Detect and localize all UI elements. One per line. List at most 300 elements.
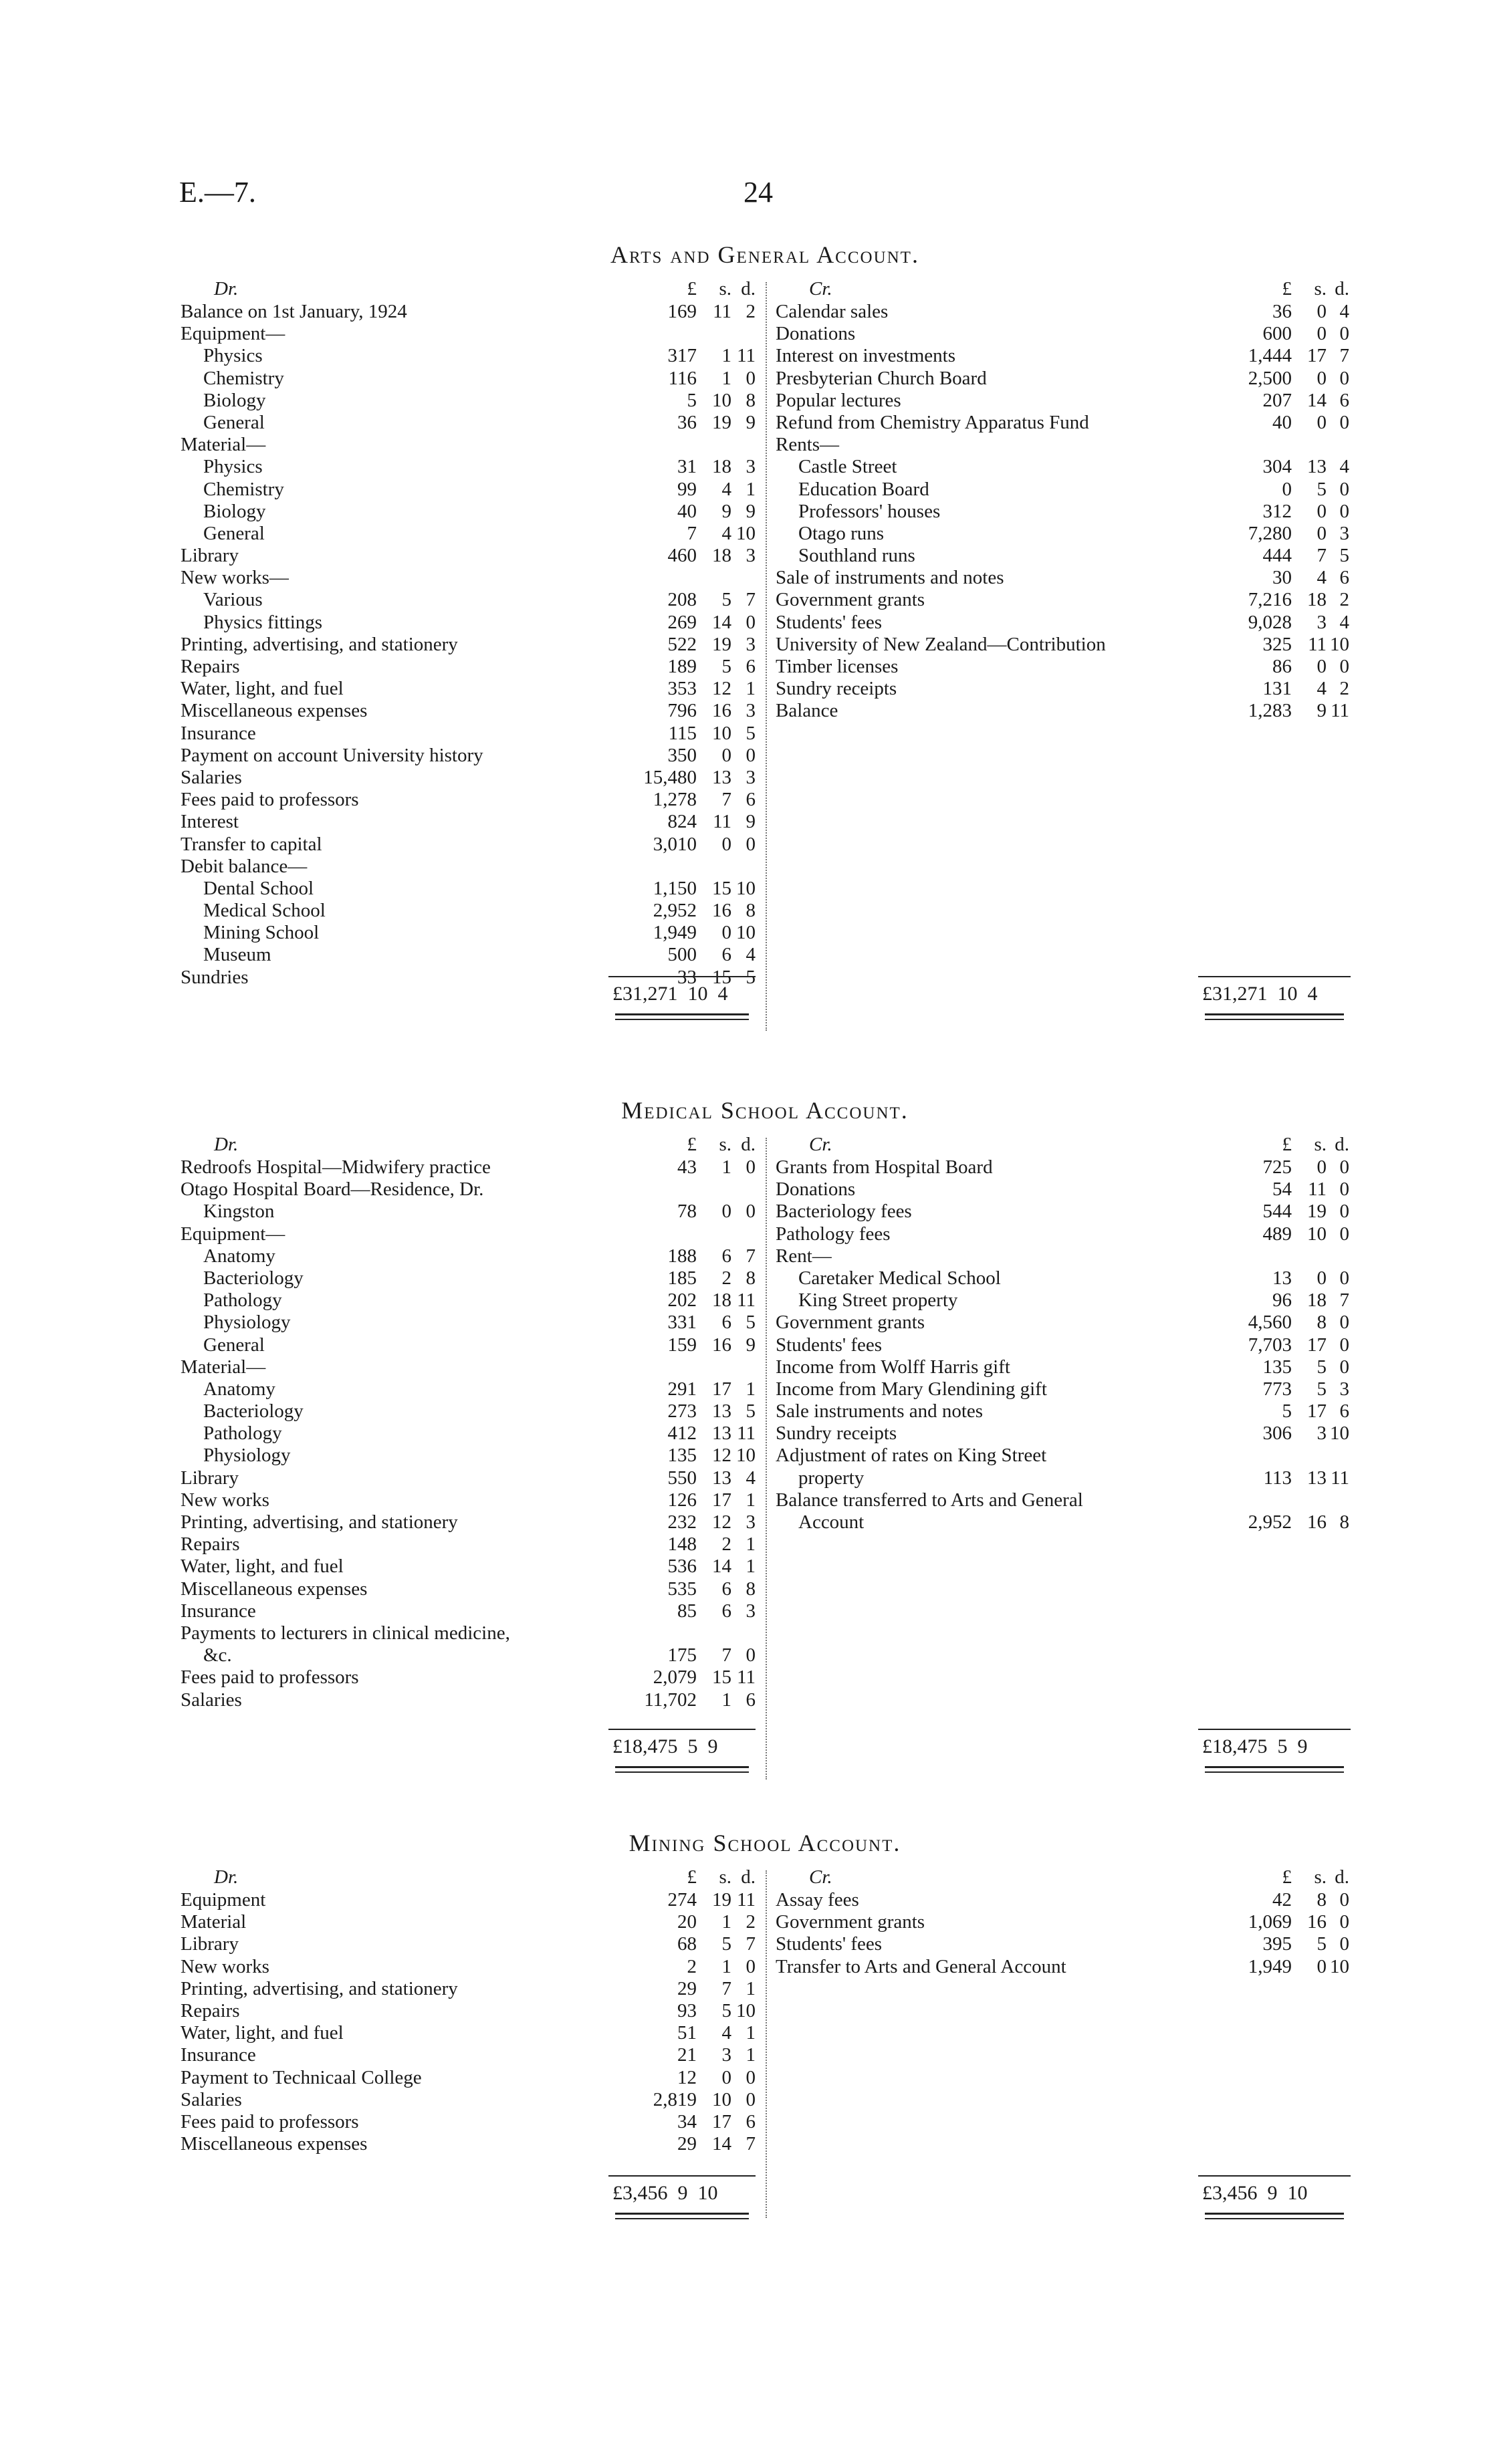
row-label: Material— — [181, 1356, 266, 1378]
amount-pence: 8 — [746, 389, 756, 411]
row-label: Transfer to Arts and General Account — [776, 1955, 1066, 1977]
ledger-row — [776, 1201, 1349, 1223]
amount-pence: 0 — [746, 1955, 756, 1977]
row-label: Printing, advertising, and stationery — [181, 633, 458, 655]
amount-pence: 8 — [746, 1267, 756, 1289]
amount-pence: 0 — [746, 1201, 756, 1223]
amount-shillings: 11 — [713, 301, 731, 322]
amount-pence: 5 — [1339, 545, 1349, 567]
ledger-row — [181, 545, 756, 567]
total-rule — [608, 2175, 756, 2177]
amount-pounds: 304 — [1262, 456, 1292, 478]
amount-shillings: 1 — [721, 367, 731, 389]
amount-shillings: 0 — [1317, 500, 1327, 522]
row-label: Sundries — [181, 966, 249, 988]
arts-general-account — [181, 241, 1349, 1043]
ledger-row — [776, 612, 1349, 634]
amount-shillings: 14 — [712, 2133, 731, 2155]
total-double-rule — [1205, 1013, 1344, 1020]
amount-pounds: 544 — [1262, 1201, 1292, 1223]
ledger-row — [776, 1889, 1349, 1911]
amount-pence: 3 — [746, 1600, 756, 1622]
row-label: Rents— — [776, 434, 840, 456]
amount-pence: 6 — [1339, 389, 1349, 411]
amount-shillings: 7 — [721, 1644, 731, 1667]
amount-pounds: 536 — [667, 1556, 697, 1578]
row-label: Sundry receipts — [776, 678, 897, 700]
amount-pence: 7 — [746, 1933, 756, 1955]
row-label: Library — [181, 1467, 239, 1489]
amount-shillings: 15 — [712, 1667, 731, 1689]
currency-heading: s. — [1314, 278, 1327, 299]
ledger-row — [776, 1245, 1349, 1267]
amount-pence: 7 — [1339, 1289, 1349, 1312]
cr-label: Cr. — [809, 1134, 832, 1155]
amount-pounds: 11,702 — [644, 1689, 697, 1711]
ledger-row — [181, 2089, 756, 2111]
ledger-row — [776, 501, 1349, 523]
row-label: Repairs — [181, 1533, 240, 1556]
amount-shillings: 3 — [1317, 611, 1327, 633]
amount-pence: 0 — [1339, 1156, 1349, 1178]
amount-pence: 2 — [1339, 678, 1349, 700]
amount-pounds: 169 — [667, 301, 697, 322]
row-label: Miscellaneous expenses — [181, 2133, 368, 2155]
account-total: £31,271 10 4 — [1202, 983, 1318, 1005]
amount-pence: 1 — [746, 678, 756, 700]
amount-shillings: 13 — [1307, 1467, 1327, 1489]
ledger-row — [181, 2022, 756, 2044]
amount-pounds: 2,952 — [1248, 1511, 1292, 1533]
amount-pence: 1 — [746, 1533, 756, 1556]
amount-pounds: 159 — [667, 1334, 697, 1356]
ledger-row — [181, 1556, 756, 1578]
ledger-row — [181, 1644, 756, 1667]
ledger-row — [181, 723, 756, 745]
amount-shillings: 6 — [721, 1600, 731, 1622]
amount-pence: 5 — [746, 966, 756, 988]
ledger-row — [181, 345, 756, 367]
amount-shillings: 13 — [1307, 456, 1327, 478]
amount-pounds: 7,216 — [1248, 589, 1292, 611]
amount-shillings: 0 — [1317, 1955, 1327, 1977]
row-label: Education Board — [798, 478, 929, 500]
ledger-row — [776, 412, 1349, 434]
column-heading — [181, 1134, 756, 1156]
row-label: Water, light, and fuel — [181, 2022, 344, 2044]
amount-pounds: 207 — [1262, 389, 1292, 411]
ledger-row — [776, 1156, 1349, 1179]
amount-pounds: 232 — [667, 1511, 697, 1533]
row-label: Government grants — [776, 1911, 925, 1933]
ledger-row — [181, 479, 756, 501]
row-label: Presbyterian Church Board — [776, 367, 987, 389]
amount-shillings: 5 — [1317, 478, 1327, 500]
amount-pounds: 40 — [677, 500, 697, 522]
row-label: Physiology — [203, 1445, 291, 1467]
row-label: Payment to Technicaal College — [181, 2066, 422, 2088]
row-label: Physics — [203, 456, 263, 478]
amount-pounds: 350 — [667, 744, 697, 766]
ledger-row — [181, 1334, 756, 1356]
amount-pence: 11 — [737, 1889, 756, 1911]
row-label: Bacteriology — [203, 1267, 304, 1289]
amount-pounds: 535 — [667, 1578, 697, 1600]
row-label: Equipment— — [181, 1223, 285, 1245]
amount-pounds: 78 — [677, 1201, 697, 1223]
ledger-row — [181, 678, 756, 700]
amount-shillings: 6 — [721, 1312, 731, 1334]
amount-shillings: 8 — [1317, 1312, 1327, 1334]
ledger-row — [181, 2000, 756, 2022]
amount-shillings: 5 — [1317, 1356, 1327, 1378]
amount-pence: 1 — [746, 2022, 756, 2044]
row-label: Interest on investments — [776, 345, 956, 367]
amount-pounds: 353 — [667, 678, 697, 700]
amount-shillings: 13 — [712, 766, 731, 788]
amount-shillings: 6 — [721, 1245, 731, 1267]
amount-shillings: 17 — [712, 2110, 731, 2132]
amount-pence: 0 — [746, 2088, 756, 2110]
amount-pence: 11 — [737, 345, 756, 367]
amount-pounds: 1,444 — [1248, 345, 1292, 367]
total-double-rule — [1205, 2213, 1344, 2219]
amount-pounds: 113 — [1263, 1467, 1292, 1489]
ledger-row — [181, 1267, 756, 1289]
amount-shillings: 17 — [1307, 1400, 1327, 1423]
amount-pounds: 36 — [1272, 301, 1292, 322]
ledger-row — [776, 1423, 1349, 1445]
row-label: Pathology — [203, 1423, 282, 1445]
ledger-row — [181, 745, 756, 767]
ledger-row — [776, 323, 1349, 345]
row-label: Insurance — [181, 722, 256, 744]
amount-pounds: 3,010 — [653, 833, 697, 855]
currency-heading: s. — [719, 1134, 731, 1155]
amount-pounds: 31 — [677, 456, 697, 478]
amount-pence: 0 — [1339, 367, 1349, 389]
ledger-row — [181, 2044, 756, 2066]
amount-shillings: 16 — [1307, 1511, 1327, 1533]
amount-shillings: 18 — [712, 1289, 731, 1312]
amount-pounds: 2 — [687, 1955, 697, 1977]
row-label: Pathology — [203, 1289, 282, 1312]
ledger-row — [181, 412, 756, 434]
ledger-row — [181, 589, 756, 611]
ledger-row — [181, 390, 756, 412]
ledger-row — [181, 1600, 756, 1622]
ledger-row — [181, 1400, 756, 1423]
row-label: Miscellaneous expenses — [181, 700, 368, 722]
amount-pence: 9 — [746, 811, 756, 833]
ledger-row — [776, 634, 1349, 656]
ledger-row — [181, 1533, 756, 1556]
amount-shillings: 6 — [721, 1578, 731, 1600]
row-label: Redroofs Hospital—Midwifery practice — [181, 1156, 491, 1178]
row-label: Anatomy — [203, 1245, 275, 1267]
amount-pence: 0 — [1339, 1356, 1349, 1378]
row-label: Museum — [203, 944, 271, 966]
amount-pounds: 99 — [677, 478, 697, 500]
ledger-row — [776, 345, 1349, 367]
amount-shillings: 18 — [1307, 589, 1327, 611]
amount-shillings: 11 — [1308, 1179, 1327, 1201]
row-label: Repairs — [181, 656, 240, 677]
amount-shillings: 0 — [721, 922, 731, 944]
account-title: Arts and General Account. — [610, 241, 919, 268]
amount-shillings: 5 — [721, 656, 731, 677]
amount-shillings: 1 — [721, 1955, 731, 1977]
amount-shillings: 10 — [712, 2088, 731, 2110]
amount-shillings: 19 — [712, 411, 731, 433]
ledger-row — [776, 656, 1349, 678]
row-label: Government grants — [776, 589, 925, 611]
amount-pence: 0 — [1339, 1179, 1349, 1201]
account-title: Mining School Account. — [629, 1830, 901, 1856]
amount-pence: 10 — [736, 522, 756, 544]
amount-pounds: 13 — [1272, 1267, 1292, 1289]
ledger-row — [181, 1911, 756, 1933]
amount-shillings: 0 — [1317, 301, 1327, 322]
amount-pounds: 30 — [1272, 567, 1292, 589]
row-label: Income from Mary Glendining gift — [776, 1378, 1047, 1400]
amount-shillings: 0 — [721, 1201, 731, 1223]
currency-heading: £ — [1282, 1866, 1292, 1888]
amount-pounds: 274 — [667, 1889, 697, 1911]
ledger-row — [181, 789, 756, 811]
row-label: Biology — [203, 389, 266, 411]
amount-shillings: 11 — [713, 811, 731, 833]
row-label: Sale instruments and notes — [776, 1400, 984, 1423]
amount-pounds: 725 — [1262, 1156, 1292, 1178]
row-label: Donations — [776, 1179, 856, 1201]
amount-shillings: 1 — [721, 1156, 731, 1178]
amount-shillings: 14 — [712, 611, 731, 633]
amount-pence: 7 — [746, 1245, 756, 1267]
amount-shillings: 17 — [712, 1378, 731, 1400]
ledger-row — [776, 1511, 1349, 1533]
mining-school-account — [181, 1829, 1349, 2230]
ledger-row — [776, 390, 1349, 412]
amount-shillings: 5 — [721, 1933, 731, 1955]
ledger-row — [776, 1312, 1349, 1334]
column-heading — [776, 1866, 1349, 1889]
row-label: Fees paid to professors — [181, 1667, 359, 1689]
amount-pounds: 43 — [677, 1156, 697, 1178]
amount-shillings: 13 — [712, 1423, 731, 1445]
amount-pounds: 34 — [677, 2110, 697, 2132]
amount-pence: 0 — [1339, 1223, 1349, 1245]
amount-shillings: 9 — [721, 500, 731, 522]
amount-shillings: 9 — [1317, 700, 1327, 722]
amount-pounds: 312 — [1262, 500, 1292, 522]
amount-pence: 3 — [746, 700, 756, 722]
amount-pence: 2 — [746, 1911, 756, 1933]
amount-pounds: 116 — [668, 367, 697, 389]
cr-label: Cr. — [809, 1866, 832, 1888]
row-label: Caretaker Medical School — [798, 1267, 1001, 1289]
row-label: Interest — [181, 811, 239, 833]
amount-shillings: 5 — [721, 589, 731, 611]
amount-pence: 10 — [736, 1445, 756, 1467]
debit-column — [181, 1134, 756, 1757]
amount-pence: 0 — [1339, 411, 1349, 433]
amount-shillings: 15 — [712, 966, 731, 988]
amount-shillings: 0 — [1317, 522, 1327, 544]
amount-pence: 8 — [746, 900, 756, 922]
row-label: Balance transferred to Arts and General — [776, 1489, 1083, 1511]
amount-pence: 0 — [1339, 478, 1349, 500]
amount-pence: 0 — [746, 744, 756, 766]
amount-pence: 7 — [1339, 345, 1349, 367]
row-label: Rent— — [776, 1245, 832, 1267]
amount-pounds: 9,028 — [1248, 611, 1292, 633]
amount-pence: 3 — [1339, 522, 1349, 544]
amount-pence: 1 — [746, 1556, 756, 1578]
ledger-row — [181, 1578, 756, 1600]
amount-pence: 0 — [1339, 323, 1349, 345]
amount-pence: 4 — [746, 1467, 756, 1489]
amount-pence: 10 — [1330, 1955, 1349, 1977]
ledger-row — [181, 1978, 756, 2000]
row-label: Library — [181, 545, 239, 567]
account-title: Medical School Account. — [621, 1097, 909, 1124]
currency-heading: d. — [1335, 1134, 1349, 1155]
ledger-row — [181, 1179, 756, 1201]
amount-pence: 11 — [1331, 700, 1349, 722]
amount-pounds: 1,150 — [653, 877, 697, 899]
amount-shillings: 17 — [712, 1489, 731, 1511]
amount-pence: 0 — [746, 367, 756, 389]
amount-shillings: 19 — [712, 633, 731, 655]
row-label: Insurance — [181, 1600, 256, 1622]
ledger-row — [181, 1511, 756, 1533]
amount-shillings: 4 — [721, 2022, 731, 2044]
ledger-row — [181, 1933, 756, 1955]
ledger-row — [776, 1179, 1349, 1201]
amount-pence: 0 — [1339, 1267, 1349, 1289]
amount-shillings: 0 — [721, 2066, 731, 2088]
row-label: Students' fees — [776, 1933, 883, 1955]
currency-heading: d. — [741, 278, 756, 299]
amount-pence: 0 — [1339, 1911, 1349, 1933]
amount-pounds: 824 — [667, 811, 697, 833]
row-label: Medical School — [203, 900, 326, 922]
row-label: Professors' houses — [798, 500, 941, 522]
row-label: Sale of instruments and notes — [776, 567, 1004, 589]
amount-pence: 6 — [746, 656, 756, 677]
amount-pounds: 135 — [1262, 1356, 1292, 1378]
amount-pence: 2 — [1339, 589, 1349, 611]
row-label: Otago runs — [798, 522, 885, 544]
amount-pence: 6 — [1339, 1400, 1349, 1423]
row-label: Salaries — [181, 1689, 242, 1711]
ledger-row — [181, 2133, 756, 2155]
currency-heading: £ — [687, 278, 697, 299]
row-label: Equipment— — [181, 323, 285, 345]
credit-column — [776, 1866, 1349, 2204]
amount-pence: 4 — [1339, 611, 1349, 633]
amount-pounds: 85 — [677, 1600, 697, 1622]
amount-pence: 3 — [746, 456, 756, 478]
debit-column — [181, 278, 756, 1005]
amount-pounds: 522 — [667, 633, 697, 655]
account-total: £18,475 5 9 — [1202, 1735, 1308, 1757]
row-label: Physics fittings — [203, 611, 323, 633]
amount-pounds: 29 — [677, 2133, 697, 2155]
row-label: Sundry receipts — [776, 1423, 897, 1445]
row-label: King Street property — [798, 1289, 958, 1312]
ledger-row — [181, 700, 756, 722]
row-label: Mining School — [203, 922, 320, 944]
ledger-row — [776, 1489, 1349, 1511]
amount-shillings: 11 — [1308, 633, 1327, 655]
amount-shillings: 0 — [1317, 1156, 1327, 1178]
amount-pounds: 600 — [1262, 323, 1292, 345]
ledger-row — [181, 301, 756, 323]
row-label: Balance on 1st January, 1924 — [181, 301, 407, 322]
amount-shillings: 15 — [712, 877, 731, 899]
amount-pounds: 2,819 — [653, 2088, 697, 2110]
currency-heading: £ — [687, 1866, 697, 1888]
amount-pence: 10 — [1330, 1423, 1349, 1445]
column-heading — [776, 1134, 1349, 1156]
total-rule — [1198, 2175, 1351, 2177]
ledger-row — [776, 523, 1349, 545]
amount-pence: 0 — [1339, 656, 1349, 677]
row-label: Repairs — [181, 1999, 240, 2021]
amount-pence: 9 — [746, 500, 756, 522]
ledger-row — [776, 1356, 1349, 1378]
row-label: Popular lectures — [776, 389, 901, 411]
amount-pounds: 175 — [667, 1644, 697, 1667]
ledger-row — [181, 1622, 756, 1644]
row-label: Anatomy — [203, 1378, 275, 1400]
amount-shillings: 12 — [712, 1511, 731, 1533]
amount-pounds: 208 — [667, 589, 697, 611]
amount-shillings: 0 — [1317, 323, 1327, 345]
amount-pounds: 135 — [667, 1445, 697, 1467]
amount-pence: 11 — [737, 1423, 756, 1445]
amount-pence: 3 — [746, 766, 756, 788]
ledger-row — [776, 1445, 1349, 1467]
amount-shillings: 10 — [1307, 1223, 1327, 1245]
amount-shillings: 0 — [1317, 367, 1327, 389]
amount-pence: 2 — [746, 301, 756, 322]
amount-shillings: 3 — [721, 2044, 731, 2066]
ledger-row — [181, 1223, 756, 1245]
amount-pence: 7 — [746, 589, 756, 611]
amount-pence: 6 — [746, 1689, 756, 1711]
ledger-row — [181, 434, 756, 456]
row-label: Students' fees — [776, 611, 883, 633]
ledger-row — [776, 700, 1349, 722]
amount-pounds: 12 — [677, 2066, 697, 2088]
amount-shillings: 0 — [721, 833, 731, 855]
amount-pence: 1 — [746, 2044, 756, 2066]
amount-pence: 0 — [1339, 1201, 1349, 1223]
row-label: Donations — [776, 323, 856, 345]
amount-pounds: 29 — [677, 1977, 697, 1999]
column-divider — [766, 1870, 767, 2218]
amount-pounds: 5 — [687, 389, 697, 411]
column-heading — [181, 278, 756, 301]
ledger-row — [181, 1667, 756, 1689]
amount-shillings: 7 — [721, 1977, 731, 1999]
amount-shillings: 4 — [721, 522, 731, 544]
ledger-row — [181, 922, 756, 944]
column-heading — [776, 278, 1349, 301]
